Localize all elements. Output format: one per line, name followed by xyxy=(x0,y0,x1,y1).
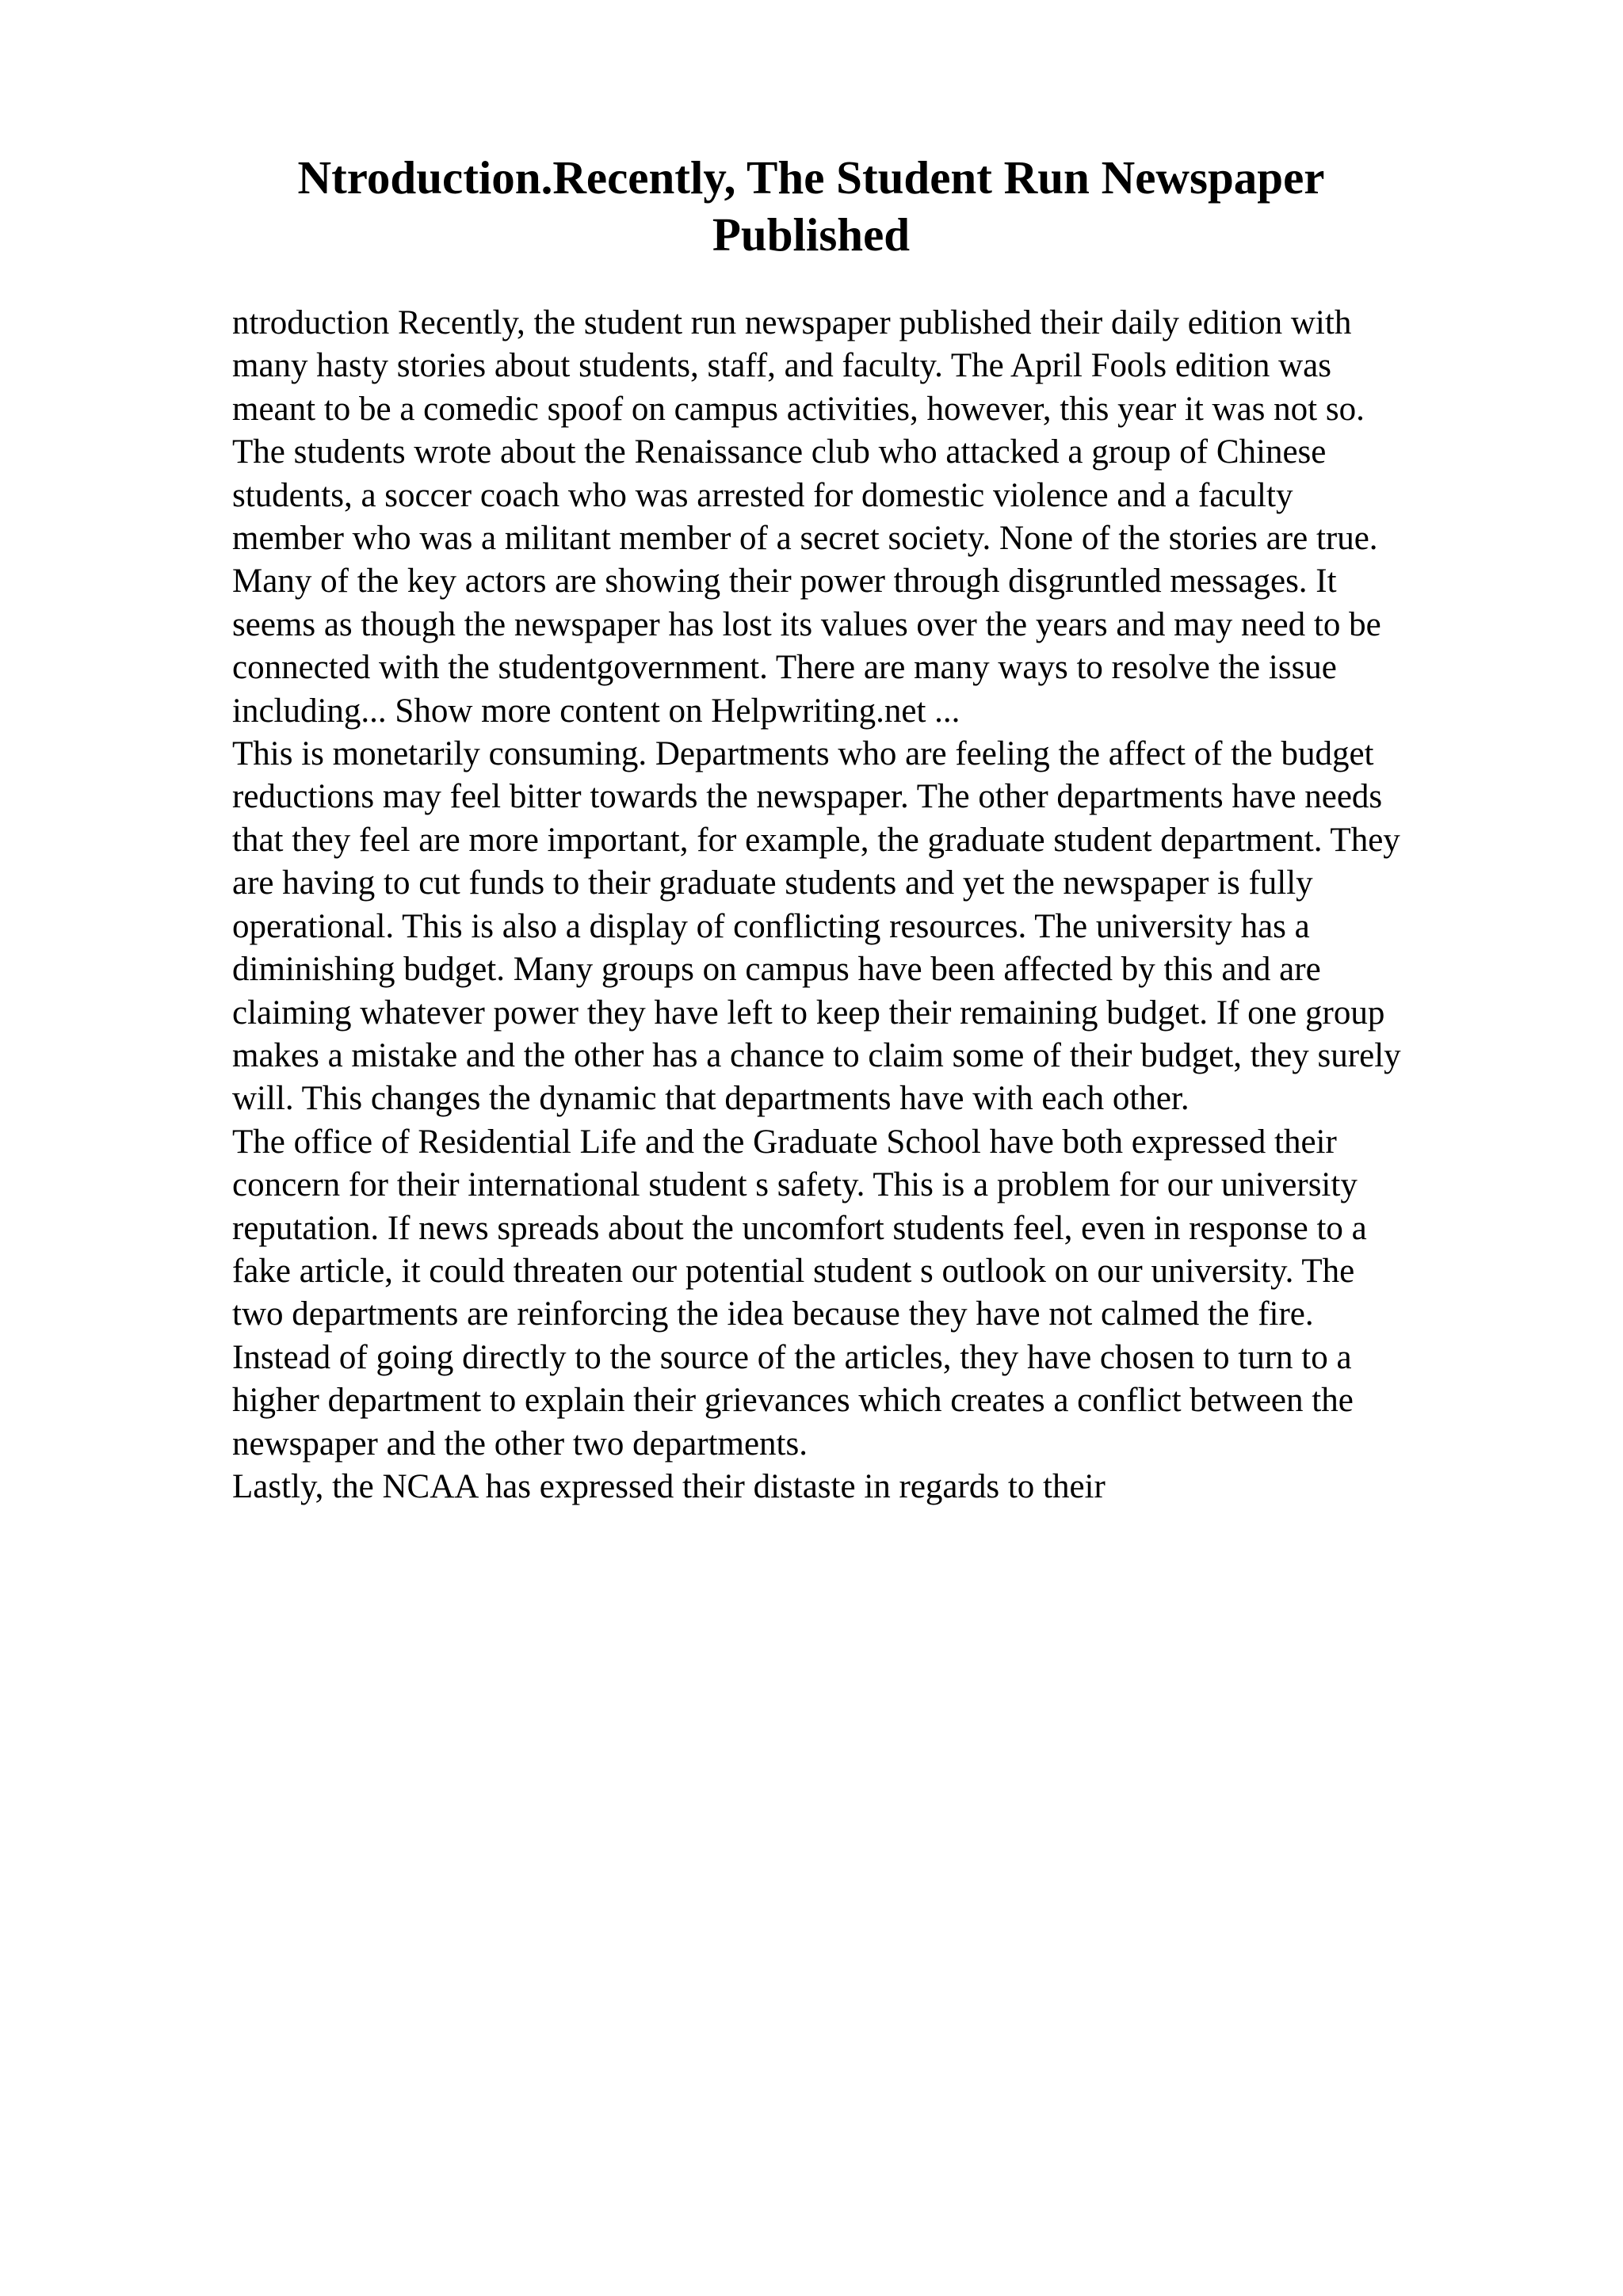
body-line: claiming whatever power they have left to keep their remaining budget. If one group xyxy=(232,994,1385,1032)
body-line: connected with the studentgovernment. There are many ways to resolve the issue xyxy=(232,649,1337,687)
body-line: member who was a militant member of a secret society. None of the stories are true. xyxy=(232,520,1378,558)
body-line: that they feel are more important, for example, the graduate student department. They xyxy=(232,821,1400,859)
body-line: fake article, it could threaten our potential student s outlook on our university. The xyxy=(232,1252,1355,1290)
body-line: concern for their international student s safety. This is a problem for our university xyxy=(232,1166,1358,1204)
body-line: meant to be a comedic spoof on campus activities, however, this year it was not so. xyxy=(232,390,1365,428)
body-line: students, a soccer coach who was arrested for domestic violence and a faculty xyxy=(232,476,1293,514)
body-line: Instead of going directly to the source of the articles, they have chosen to turn to a xyxy=(232,1338,1352,1376)
body-line: including... Show more content on Helpwriting.net ... xyxy=(232,692,960,730)
body-line: Lastly, the NCAA has expressed their distaste in regards to their xyxy=(232,1467,1106,1505)
body-line: seems as though the newspaper has lost its values over the years and may need to be xyxy=(232,605,1381,643)
body-line: This is monetarily consuming. Departments who are feeling the affect of the budget xyxy=(232,735,1374,773)
body-line: newspaper and the other two departments. xyxy=(232,1425,808,1463)
body-line: higher department to explain their grievances which creates a conflict between the xyxy=(232,1382,1354,1420)
body-line: reductions may feel bitter towards the newspaper. The other departments have needs xyxy=(232,778,1383,816)
document-title-line: Published xyxy=(712,208,911,261)
body-line: are having to cut funds to their graduate students and yet the newspaper is fully xyxy=(232,864,1313,902)
body-line: makes a mistake and the other has a chance to claim some of their budget, they surely xyxy=(232,1036,1401,1074)
body-line: will. This changes the dynamic that departments have with each other. xyxy=(232,1080,1190,1118)
body-line: reputation. If news spreads about the uncomfort students feel, even in response to a xyxy=(232,1209,1367,1247)
document-body xyxy=(232,302,1508,1508)
body-line: The students wrote about the Renaissance club who attacked a group of Chinese xyxy=(232,433,1327,471)
document-title xyxy=(231,149,1392,263)
body-line: ntroduction Recently, the student run newspaper published their daily edition with xyxy=(232,304,1352,341)
document-title-line: Ntroduction.Recently, The Student Run Newspaper xyxy=(297,151,1325,204)
body-line: two departments are reinforcing the idea because they have not calmed the fire. xyxy=(232,1295,1314,1333)
body-line: operational. This is also a display of conflicting resources. The university has a xyxy=(232,907,1310,945)
body-line: Many of the key actors are showing their power through disgruntled messages. It xyxy=(232,563,1337,601)
body-line: many hasty stories about students, staff, and faculty. The April Fools edition was xyxy=(232,347,1331,385)
body-line: The office of Residential Life and the Graduate School have both expressed their xyxy=(232,1123,1337,1161)
body-line: diminishing budget. Many groups on campus have been affected by this and are xyxy=(232,951,1321,989)
